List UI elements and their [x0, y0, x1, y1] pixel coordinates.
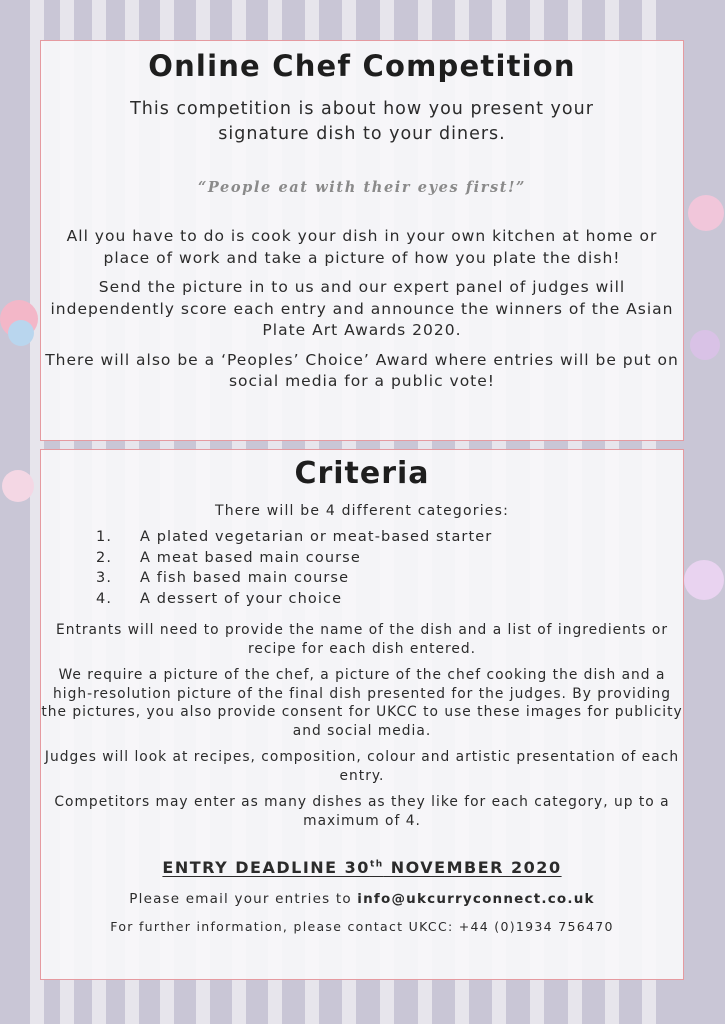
category-item [96, 527, 683, 548]
deadline-sup: th [369, 859, 384, 870]
deadline-prefix: ENTRY DEADLINE 30 [162, 858, 370, 877]
bg-bubble [8, 320, 34, 346]
category-label: A meat based main course [140, 549, 361, 566]
criteria-paragraph-3: Judges will look at recipes, composition, colour and artistic presentation of each entry. [44, 749, 680, 784]
category-label: A plated vegetarian or meat-based starter [140, 529, 493, 545]
contact-line: For further information, please contact UKCC: +44 (0)1934 756470 [110, 919, 614, 934]
categories-intro: There will be 4 different categories: [214, 503, 510, 519]
bg-bubble [684, 560, 724, 600]
category-number: 3. [96, 570, 113, 586]
category-number: 1. [96, 529, 113, 545]
entry-deadline [41, 858, 683, 877]
category-number: 4. [96, 590, 113, 607]
email-address[interactable]: info@ukcurryconnect.co.uk [357, 891, 595, 907]
quote-text: “People eat with their eyes first!” [197, 179, 527, 196]
intro-paragraph-2: Send the picture in to us and our expert panel of judges will independently score each entry and announce the winners of the Asian Plate Art Awards 2020. [50, 278, 674, 339]
criteria-paragraph-2: We require a picture of the chef, a picture of the chef cooking the dish and a high-resolution picture of the final dish presented for the judges. By providing the pictures, you also provide consent for UKCC to use these images for publicity and social media. [41, 667, 683, 739]
criteria-panel [40, 449, 684, 980]
intro-paragraph-3: There will also be a ‘Peoples’ Choice’ Award where entries will be put on social media for a public vote! [45, 350, 679, 390]
category-label: A dessert of your choice [140, 590, 343, 607]
criteria-paragraph-1: Entrants will need to provide the name of the dish and a list of ingredients or recipe for each dish entered. [56, 622, 668, 657]
bg-bubble [690, 330, 720, 360]
email-prefix: Please email your entries to [129, 891, 358, 907]
intro-paragraph-1: All you have to do is cook your dish in your own kitchen at home or place of work and take a picture of how you plate the dish! [66, 227, 658, 267]
category-item [96, 589, 683, 610]
criteria-paragraph-4: Competitors may enter as many dishes as they like for each category, up to a maximum of 4. [54, 794, 670, 829]
bg-bubble [688, 195, 724, 231]
category-item [96, 548, 683, 569]
category-item [96, 568, 683, 589]
intro-subtitle [41, 97, 683, 147]
category-label: A fish based main course [140, 570, 350, 586]
intro-subtitle-line1: This competition is about how you present your [130, 99, 594, 119]
categories-list [96, 527, 683, 609]
criteria-title: Criteria [294, 456, 430, 491]
intro-panel [40, 40, 684, 441]
email-line [41, 891, 683, 907]
deadline-suffix: NOVEMBER 2020 [383, 858, 562, 877]
intro-subtitle-line2: signature dish to your diners. [218, 124, 506, 144]
page-title: Online Chef Competition [148, 49, 576, 83]
category-number: 2. [96, 549, 113, 566]
bg-bubble [2, 470, 34, 502]
